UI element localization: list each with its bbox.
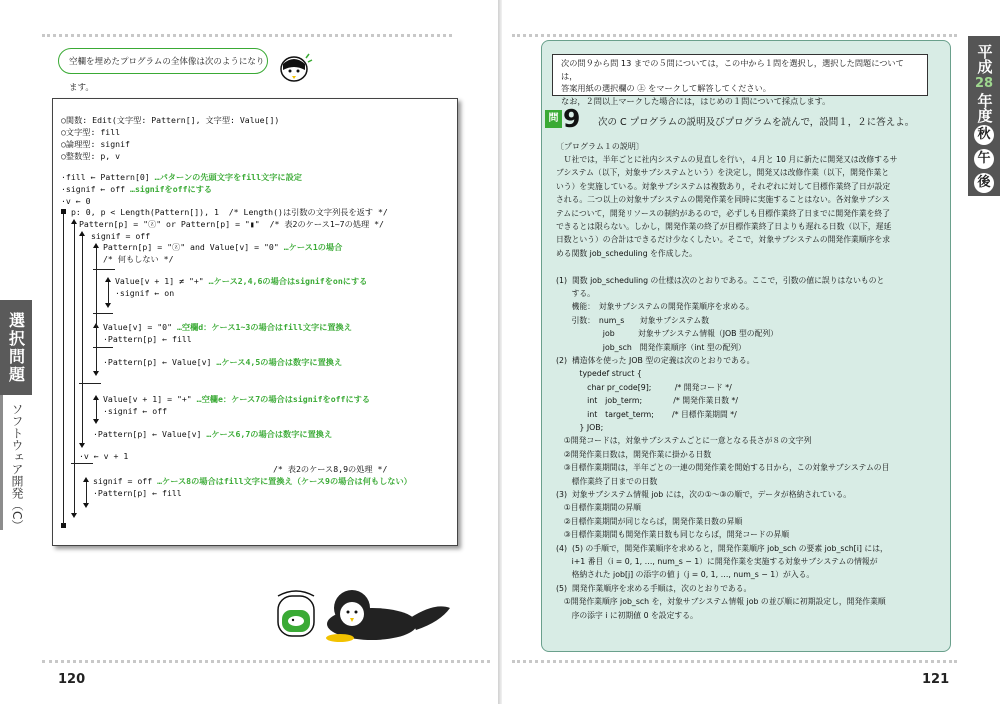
- section-title: 選択問題: [0, 300, 32, 395]
- tab-year-number: 28: [974, 76, 994, 91]
- code-line: ·v ← v + 1: [79, 451, 129, 461]
- body-line: テムについて，開発リソースの制約があるので，必ずしも目標作業終了日までに開発作業を終了: [556, 208, 891, 218]
- tab-after: 後: [974, 173, 994, 193]
- body-line: (1) 関数 job_scheduling の仕様は次のとおりである。ここで，引数の値に誤りはないものと: [556, 275, 885, 285]
- code-line: Value[v + 1] ≠ "+" …ケース2,4,6の場合はsignifをonにする: [115, 276, 368, 286]
- code-line: signif = off: [91, 231, 151, 241]
- mascot-illustration: [270, 572, 460, 648]
- code-line: ·signif ← off: [103, 406, 168, 416]
- pseudocode-box: [52, 98, 458, 546]
- code-line: ·signif ← off …signifをoffにする: [61, 184, 213, 194]
- code-line: Pattern[p] = "ⓩ" and Value[v] = "0" …ケース1の場合: [103, 242, 343, 252]
- code-line: ·Pattern[p] ← fill: [93, 488, 182, 498]
- code-line: ○関数: Edit(文字型: Pattern[], 文字型: Value[]): [61, 115, 280, 125]
- body-line: 格納された job[j] の添字の値 j（j = 0, 1, …, num_s − 1）が入る。: [556, 570, 815, 580]
- section-heading: 〔プログラム１の説明〕: [556, 142, 644, 151]
- question-title: 次の C プログラムの説明及びプログラムを読んで，設問１，２に答えよ。: [598, 117, 915, 128]
- body-line: ③目標作業期間も開発作業日数も同じならば，開発コードの昇順: [556, 530, 790, 540]
- speech-bubble: 空欄を埋めたプログラムの全体像は次のようになります。: [58, 48, 268, 74]
- body-line: める関数 job_scheduling を作成した。: [556, 248, 697, 258]
- body-line: ①開発作業順序 job_sch を，対象サブシステム情報 job の並び順に初期設定し，開発作業順: [556, 597, 886, 607]
- body-line: job_sch 開発作業順序（int 型の配列）: [556, 342, 746, 352]
- exam-side-tab: [968, 36, 1000, 196]
- body-line: (2) 構造体を使った JOB 型の定義は次のとおりである。: [556, 356, 755, 365]
- code-line: /* 表2のケース8,9の処理 */: [273, 464, 388, 474]
- selection-line: [82, 236, 83, 444]
- top-dotted-rule-left: [42, 34, 452, 37]
- body-line: できるとは限らない。しかし，開発作業の終了が目標作業終了日よりも遅れる日数（以下，遅延: [556, 222, 892, 231]
- selection-line: [96, 400, 97, 420]
- body-line: (4) (5) の手順で，開発作業順序を求めると，開発作業順序 job_sch の要素 job_sch[i] には，: [556, 543, 888, 553]
- body-line: 標作業終了日までの日数: [556, 476, 658, 486]
- code-line: ·fill ← Pattern[0] …パターンの先頭文字をfill文字に設定: [61, 172, 302, 182]
- selection-line: [108, 282, 109, 304]
- code-line: ○整数型: p, v: [61, 151, 121, 161]
- tab-season: 秋: [974, 125, 994, 145]
- code-line: ·Pattern[p] ← fill: [103, 334, 192, 344]
- body-line: される。二つ以上の対象サブシステムの開発作業を同時に実施することはない。各対象サブシス: [556, 195, 890, 205]
- selection-instructions: [552, 54, 928, 106]
- body-line: job 対象サブシステム情報（JOB 型の配列）: [556, 329, 778, 339]
- code-line: ○文字型: fill: [61, 127, 121, 137]
- body-line: ③目標作業期間は，半年ごとの一連の開発作業を開始する日から，この対象サブシステムの目: [556, 463, 890, 473]
- bottom-dotted-rule-left: [42, 660, 490, 663]
- mascot-head-icon: [275, 50, 313, 84]
- body-line: (3) 対象サブシステム情報 job には，次の①～③の順で，データが格納されている。: [556, 490, 852, 499]
- body-line: ①開発コードは，対象サブシステムごとに一意となる長さが８の文字列: [556, 436, 812, 446]
- code-line: Value[v + 1] = "+" …空欄e：ケース7の場合はsignifをoffにする: [103, 394, 371, 404]
- question-number: 9: [563, 104, 581, 133]
- body-line: typedef struct {: [556, 369, 642, 379]
- body-line: char pr_code[9]; /* 開発コード */: [556, 382, 732, 392]
- page-number-left: 120: [58, 672, 86, 687]
- code-line: ·signif ← on: [115, 288, 175, 298]
- question-label: 問: [545, 110, 562, 128]
- top-dotted-rule-right: [512, 34, 957, 37]
- body-line: 機能： 対象サブシステムの開発作業順序を求める。: [556, 302, 754, 312]
- body-line: ②目標作業期間が同じならば，開発作業日数の昇順: [556, 516, 743, 526]
- bottom-dotted-rule-right: [512, 660, 957, 663]
- section-subtitle: ソフトウェア開発（C）: [0, 395, 32, 530]
- body-line: } JOB;: [556, 423, 604, 432]
- tab-time: 午: [974, 149, 994, 169]
- code-line: /* 何もしない */: [103, 254, 174, 264]
- body-line: 序の添字 i に初期値 0 を設定する。: [556, 610, 698, 620]
- body-line: Ｕ社では，半年ごとに社内システムの見直しを行い，４月と 10 月に新たに開発又は改修するサ: [556, 155, 898, 164]
- body-line: 日数という）の合計はできるだけ少なくしたい。そこで，対象サブシステムの開発作業順序を求: [556, 235, 891, 245]
- code-line: ·v ← 0: [61, 196, 91, 206]
- body-line: 引数： num_s 対象サブシステム数: [556, 315, 709, 325]
- tab-nendo-label: 年度: [975, 93, 994, 123]
- page-number-right: 121: [922, 672, 950, 687]
- question-badge: [545, 104, 587, 133]
- code-line: Pattern[p] = "ⓩ" or Pattern[p] = "▮" /* 表2のケース1~7の処理 */: [79, 219, 384, 229]
- note-line: 答案用紙の選択欄の ㊤ をマークして解答してください。: [561, 83, 771, 93]
- body-line: int target_term; /* 目標作業期間 */: [556, 409, 737, 419]
- selection-line: [86, 482, 87, 504]
- code-line: signif = off …ケース8の場合はfill文字に置換え（ケース9の場合は何もしない）: [93, 476, 412, 486]
- note-line: 次の問９から問 13 までの５問については，この中から１問を選択し，選択した問題については，: [561, 58, 904, 81]
- tab-year-label: 平成: [975, 44, 994, 74]
- body-line: ブシステム（以下，対象サブシステムという）を決定し，開発又は改修作業（以下，開発作業と: [556, 168, 890, 178]
- code-line: Value[v] = "0" …空欄d：ケース1~3の場合はfill文字に置換え: [103, 322, 352, 332]
- code-line: ·Pattern[p] ← Value[v] …ケース4,5の場合は数字に置換え: [103, 357, 343, 367]
- code-line: ○論理型: signif: [61, 139, 130, 149]
- body-line: ①目標作業期間の昇順: [556, 503, 641, 513]
- body-line: ②開発作業日数は，開発作業に掛かる日数: [556, 449, 712, 459]
- body-line: i+1 番目（i = 0, 1, …, num_s − 1）に開発作業を実施する対象サブシステムの情報が: [556, 557, 878, 566]
- code-line: ·Pattern[p] ← Value[v] …ケース6,7の場合は数字に置換え: [93, 429, 333, 439]
- note-line: なお，２問以上マークした場合には，はじめの１問について採点します。: [561, 95, 831, 106]
- selection-line: [96, 248, 97, 372]
- selection-line: [74, 224, 75, 514]
- loop-line: [63, 214, 64, 524]
- body-line: (5) 開発作業順序を求める手順は，次のとおりである。: [556, 583, 752, 593]
- body-line: int job_term; /* 開発作業日数 */: [556, 396, 739, 406]
- section-side-tab: [0, 300, 32, 530]
- code-line: p: 0, p < Length(Pattern[]), 1 /* Length()は引数の文字列長を返す */: [71, 207, 388, 217]
- body-line: いう）を実施している。対象サブシステムは複数あり，それぞれに対して目標作業終了日が設定: [556, 181, 891, 191]
- body-line: する。: [556, 289, 595, 298]
